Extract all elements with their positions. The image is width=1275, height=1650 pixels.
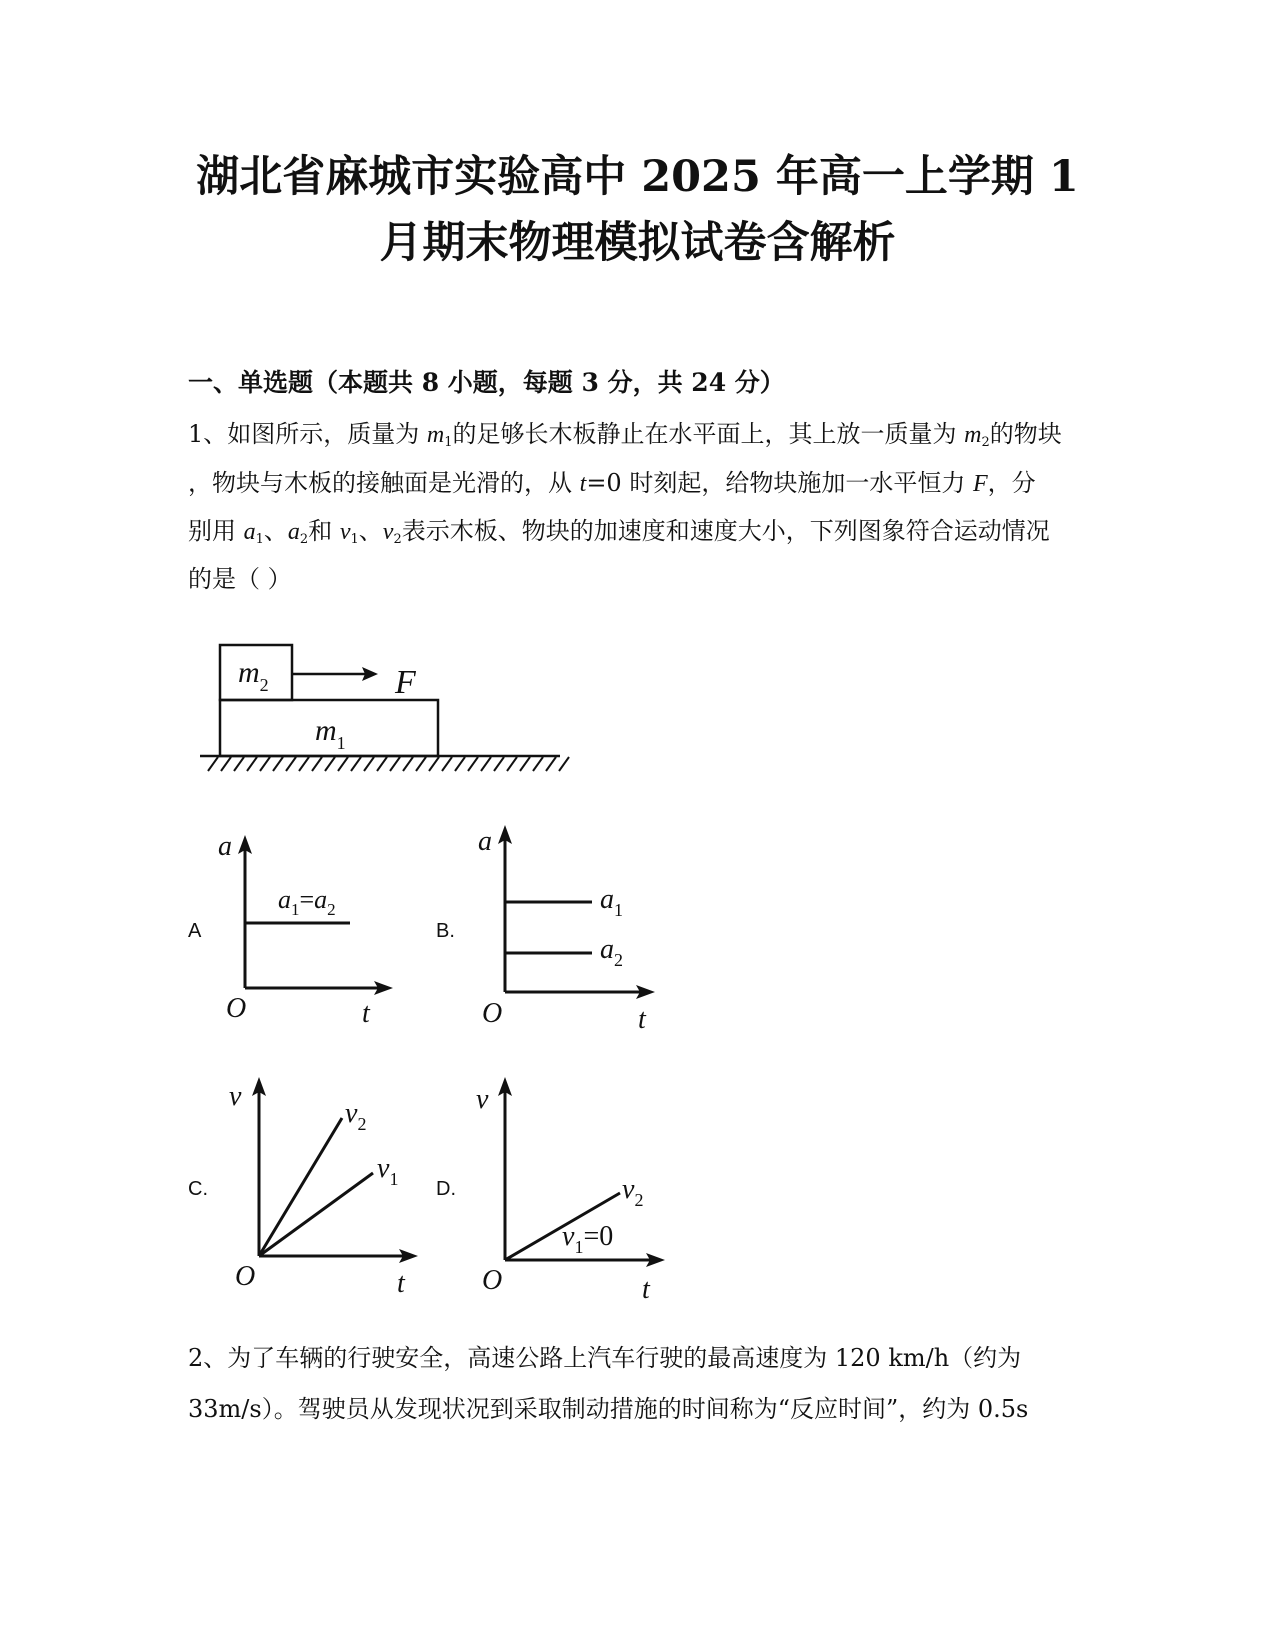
question-2-line-1: 2、为了车辆的行驶安全，高速公路上汽车行驶的最高速度为 120 km/h（约为	[188, 1344, 1022, 1372]
option-b-graph[interactable]	[470, 820, 670, 1035]
hatch-stroke	[208, 757, 218, 771]
hatch-stroke	[312, 757, 322, 771]
hatch-stroke	[364, 757, 374, 771]
hatch-stroke	[455, 757, 465, 771]
hatch-stroke	[494, 757, 504, 771]
hatch-stroke	[416, 757, 426, 771]
hatch-stroke	[221, 757, 231, 771]
hatch-stroke	[260, 757, 270, 771]
option-a-graph[interactable]	[210, 830, 410, 1030]
section-heading: 一、单选题（本题共 8 小题，每题 3 分，共 24 分）	[188, 368, 785, 397]
hatch-stroke	[520, 757, 530, 771]
axis-y-label: v	[476, 1084, 489, 1115]
axis-x-label: t	[638, 1004, 646, 1035]
origin-label: O	[235, 1261, 256, 1292]
option-b-label[interactable]: B.	[436, 920, 455, 942]
hatch-stroke	[429, 757, 439, 771]
axis-y-label: a	[218, 831, 232, 862]
question-2-line-2: 33m/s）。驾驶员从发现状况到采取制动措施的时间称为“反应时间”，约为 0.5s	[188, 1395, 1029, 1423]
hatch-stroke	[390, 757, 400, 771]
block-m2-label: $m_2$	[238, 656, 269, 695]
force-label: F	[395, 664, 416, 701]
option-c-label[interactable]: C.	[188, 1178, 208, 1200]
question-1-line-3: 别用 $a_1$、$a_2$和 $v_1$、$v_2$表示木板、物块的加速度和速度大小，下列图象符合运动情况	[188, 517, 1050, 547]
option-d-graph[interactable]	[470, 1070, 680, 1300]
page-title-line-1: 湖北省麻城市实验高中 2025 年高一上学期 1	[196, 152, 1079, 202]
hatch-stroke	[351, 757, 361, 771]
hatch-stroke	[234, 757, 244, 771]
hatch-stroke	[377, 757, 387, 771]
a1-label: $a_1$	[600, 884, 623, 920]
v1-zero-label: $v_1=0$	[562, 1221, 614, 1257]
hatch-stroke	[403, 757, 413, 771]
hatch-stroke	[507, 757, 517, 771]
hatch-stroke	[468, 757, 478, 771]
hatch-stroke	[286, 757, 296, 771]
axis-x-label: t	[397, 1268, 405, 1299]
hatch-stroke	[546, 757, 556, 771]
question-1-line-2: ，物块与木板的接触面是光滑的，从 t=0 时刻起，给物块施加一水平恒力 F，分	[188, 469, 1036, 497]
hatch-stroke	[338, 757, 348, 771]
option-a-label[interactable]: A	[188, 920, 202, 942]
v2-line	[259, 1118, 342, 1256]
option-c-graph[interactable]	[225, 1070, 425, 1300]
axis-y-label: v	[229, 1081, 242, 1112]
option-d-label[interactable]: D.	[436, 1178, 456, 1200]
hatch-stroke	[273, 757, 283, 771]
hatch-stroke	[481, 757, 491, 771]
question-1-line-4: 的是（ ）	[188, 565, 292, 593]
origin-label: O	[226, 993, 247, 1024]
block-diagram	[190, 640, 570, 780]
hatch-stroke	[247, 757, 257, 771]
ground-hatching	[208, 757, 569, 771]
page-title-line-2: 月期末物理模拟试卷含解析	[379, 218, 896, 268]
a1-equals-a2-label: $a_1=a_2$	[278, 885, 336, 919]
hatch-stroke	[533, 757, 543, 771]
board-m1-label: $m_1$	[315, 714, 346, 753]
v1-line	[259, 1173, 373, 1256]
hatch-stroke	[299, 757, 309, 771]
hatch-stroke	[325, 757, 335, 771]
axis-x-label: t	[362, 998, 370, 1029]
v1-label: $v_1$	[377, 1153, 399, 1189]
hatch-stroke	[442, 757, 452, 771]
axis-x-label: t	[642, 1274, 650, 1300]
origin-label: O	[482, 998, 503, 1029]
v2-label: $v_2$	[345, 1098, 367, 1134]
axis-y-label: a	[478, 826, 492, 857]
question-1-line-1: 1、如图所示，质量为 $m_1$的足够长木板静止在水平面上，其上放一质量为 $m_2$的物块	[188, 420, 1062, 450]
v2-label: $v_2$	[622, 1174, 644, 1210]
a2-label: $a_2$	[600, 934, 623, 970]
hatch-stroke	[559, 757, 569, 771]
origin-label: O	[482, 1265, 503, 1296]
